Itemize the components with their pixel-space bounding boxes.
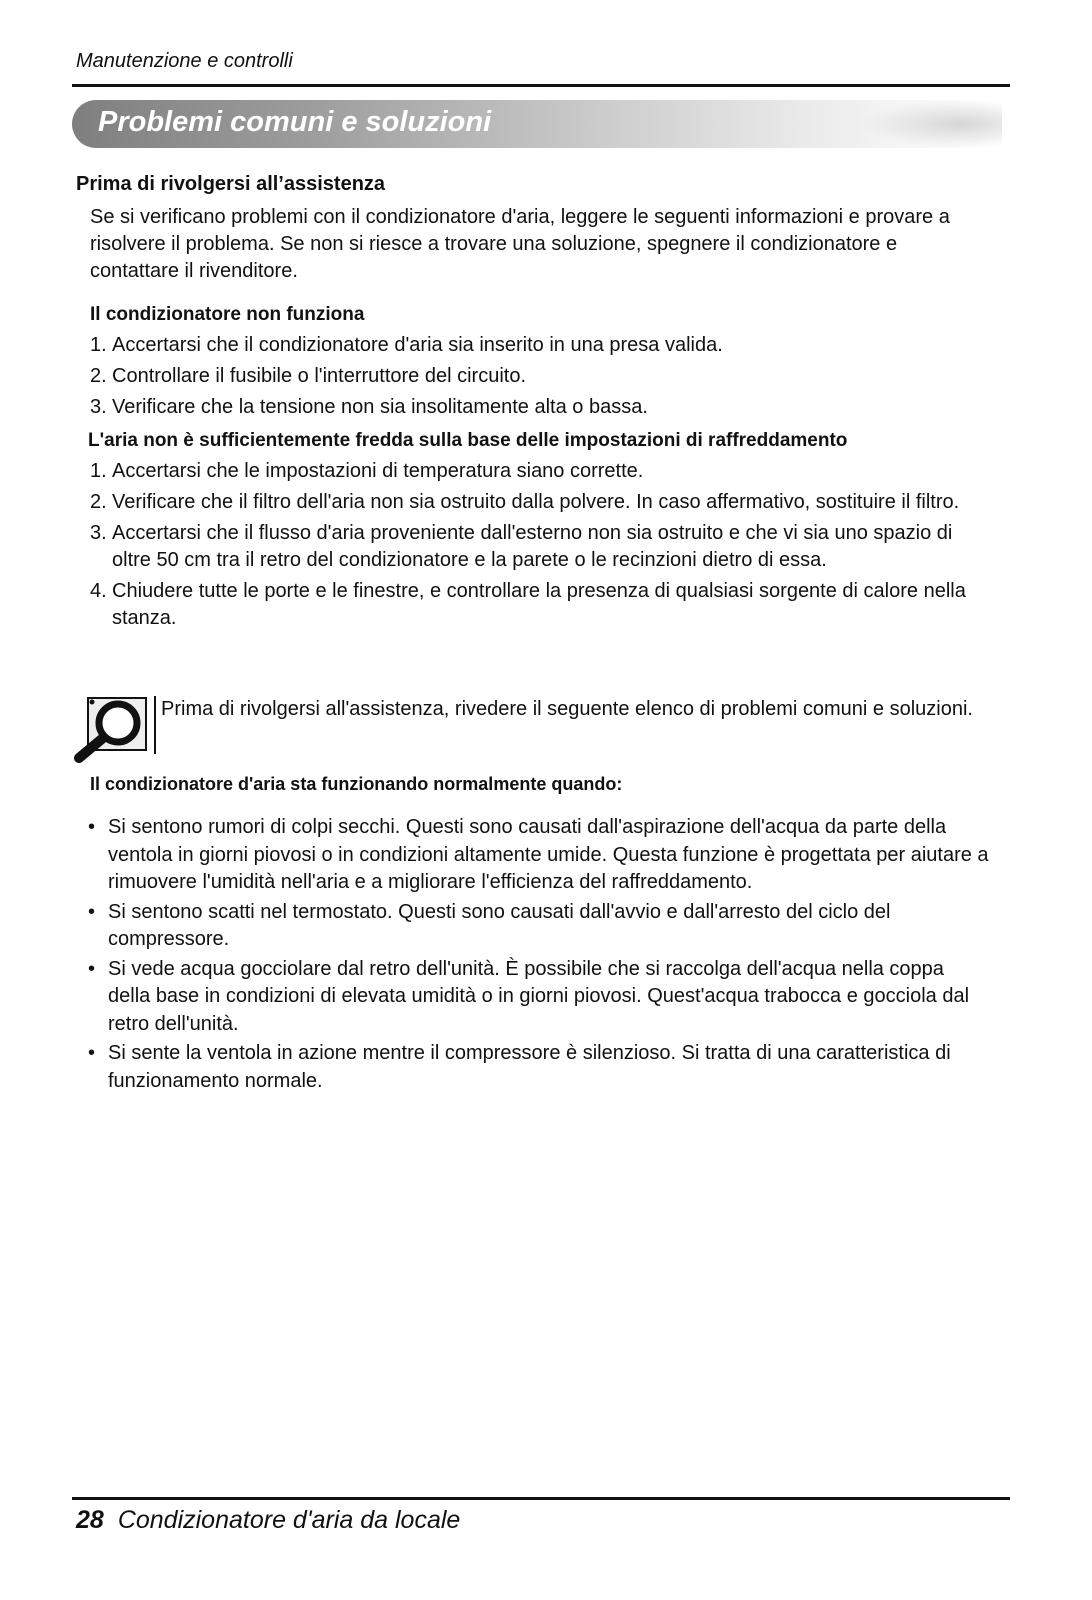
note-text: Prima di rivolgersi all'assistenza, rivedere il seguente elenco di problemi comuni e soluzioni. bbox=[161, 698, 973, 720]
header-divider bbox=[72, 84, 1010, 87]
normal-operation-list bbox=[86, 814, 991, 1097]
list-item: • Si sentono rumori di colpi secchi. Questi sono causati dall'aspirazione dell'acqua da parte della ventola in giorni piovosi o in condizioni altamente umide. Questa funzione è progettata per aiutare a rimuovere l'umidità nell'aria e a migliorare l'efficienza del raffreddamento. bbox=[88, 816, 989, 893]
list-item: 3. Verificare che la tensione non sia insolitamente alta o bassa. bbox=[90, 396, 648, 418]
list-item: 4. Chiudere tutte le porte e le finestre, e controllare la presenza di qualsiasi sorgente di calore nella stanza. bbox=[90, 580, 966, 629]
before-service-heading: Prima di rivolgersi all’assistenza bbox=[76, 173, 386, 195]
not-working-list bbox=[90, 332, 995, 425]
title-banner bbox=[72, 100, 1002, 148]
page-number: 28 bbox=[76, 1506, 104, 1534]
section-header: Manutenzione e controlli bbox=[76, 50, 293, 72]
footer-divider bbox=[72, 1497, 1010, 1500]
magnifier-icon bbox=[74, 694, 150, 764]
list-item: 2. Verificare che il filtro dell'aria non sia ostruito dalla polvere. In caso affermativo, sostituire il filtro. bbox=[90, 491, 960, 513]
page-title: Problemi comuni e soluzioni bbox=[98, 106, 492, 138]
list-item: 1. Accertarsi che il condizionatore d'aria sia inserito in una presa valida. bbox=[90, 334, 723, 356]
list-item: • Si vede acqua gocciolare dal retro dell'unità. È possibile che si raccolga dell'acqua nella coppa della base in condizioni di elevata umidità o in giorni piovosi. Quest'acqua trabocca e gocciola dal retro dell'unità. bbox=[88, 957, 970, 1035]
page-footer bbox=[76, 1506, 460, 1535]
normal-operation-heading: Il condizionatore d'aria sta funzionando normalmente quando: bbox=[90, 774, 623, 794]
list-item: 1. Accertarsi che le impostazioni di temperatura siano corrette. bbox=[90, 460, 644, 482]
not-cold-heading: L'aria non è sufficientemente fredda sulla base delle impostazioni di raffreddamento bbox=[88, 430, 848, 451]
not-cold-list bbox=[90, 458, 995, 636]
before-service-intro: Se si verificano problemi con il condizionatore d'aria, leggere le seguenti informazioni e provare a risolvere il problema. Se non si riesce a trovare una soluzione, spegnere il condizionatore e contattare il rivenditore. bbox=[90, 206, 950, 282]
not-working-heading: Il condizionatore non funziona bbox=[90, 304, 365, 325]
footer-title: Condizionatore d'aria da locale bbox=[117, 1506, 461, 1534]
list-item: 3. Accertarsi che il flusso d'aria proveniente dall'esterno non sia ostruito e che vi sia uno spazio di oltre 50 cm tra il retro del condizionatore e la parete o le recinzioni dietro di essa. bbox=[90, 522, 953, 571]
note-divider bbox=[154, 696, 156, 754]
list-item: • Si sentono scatti nel termostato. Questi sono causati dall'avvio e dall'arresto del ciclo del compressore. bbox=[88, 900, 891, 950]
list-item: • Si sente la ventola in azione mentre il compressore è silenzioso. Si tratta di una caratteristica di funzionamento normale. bbox=[88, 1042, 951, 1092]
list-item: 2. Controllare il fusibile o l'interruttore del circuito. bbox=[90, 365, 526, 387]
title-banner-fade bbox=[862, 100, 1002, 148]
